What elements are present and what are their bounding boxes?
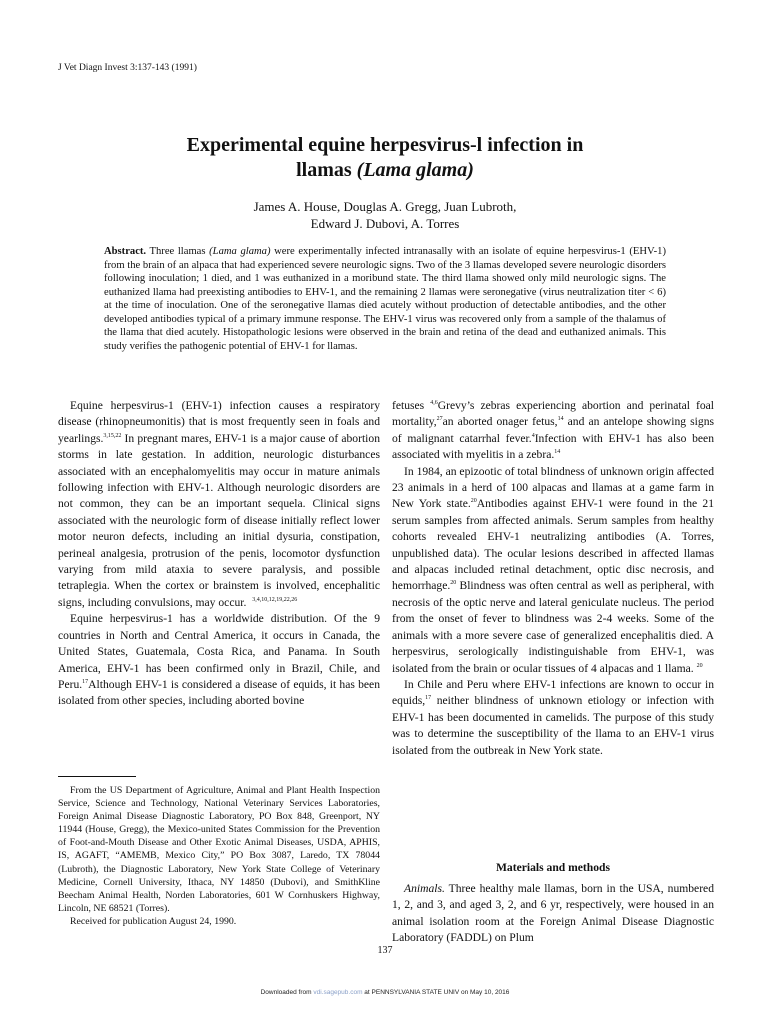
authors-line-1: James A. House, Douglas A. Gregg, Juan Lubroth, [253, 199, 517, 214]
intro-p3-text-e: Infection with EHV-1 has also been associated with myelitis in a zebra. [392, 431, 714, 462]
citation-ref: 20 [696, 662, 703, 669]
intro-p3-text-d: and an antelope showing signs of malignant catarrhal fever. [392, 415, 714, 445]
methods-animals-label: Animals. [404, 882, 445, 895]
methods-animals-text: Three healthy male llamas, born in the USA, numbered 1, 2, and 3, and aged 3, 2, and 6 yr, respectively, were housed in an animal isolation room at the Foreign Animal Disease Diagnostic Laboratory (FADDL) on Plum [392, 882, 714, 945]
intro-p5-text-b: neither blindness of unknown etiology or infection with EHV-1 has been documented in camelids. The purpose of this study was to determine the susceptibility of the llama to an EHV-1 virus isolated from the outbreak in New York state. [392, 694, 714, 757]
citation-ref: 17 [82, 678, 89, 685]
intro-p4-text-b: Antibodies against EHV-1 were found in the 21 serum samples from affected animals. Serum samples from healthy cohorts revealed EHV-1 neutralizing antibodies (A. Torres, unpublished data). The ocular lesions described in affected llamas and alpacas included retinal detachment, optic disc necrosis, and hemorrhage. [392, 497, 715, 593]
abstract-text-2: were experimentally infected intranasally with an isolate of equine herpesvirus-1 (EHV-1) from the brain of an alpaca that had experienced severe neurologic signs. Two of the 3 llamas developed severe neurologic disorders following inoculation; 1 died, and 1 was euthanized in a moribund state. The third llama showed only mild neurologic signs. The euthanized llama had preexisting antibodies to EHV-1, and the remaining 2 llamas were seronegative (virus neutralization titer < 6) at the time of inoculation. One of the seronegative llamas died acutely without production of detectable antibodies, and the other developed antibodies typical of a primary immune response. The EHV-1 virus was recovered only from a sample of the thalamus of the llama that died acutely. Histopathologic lesions were observed in the brain and retina of the dead and euthanized animals. This study verifies the pathogenic potential of EHV-1 for llamas. [104, 246, 666, 352]
intro-p3-text-b: Grevy’s zebras experiencing abortion and perinatal foal mortality, [392, 399, 714, 429]
citation-ref: 20 [450, 580, 457, 587]
citation-ref: 17 [425, 695, 432, 702]
article-title [0, 133, 770, 183]
citation-ref: 14 [557, 416, 564, 423]
footnote-received-date: Received for publication August 24, 1990. [70, 915, 237, 927]
footnote-divider [58, 776, 136, 777]
right-column [392, 398, 714, 759]
page-number: 137 [377, 945, 393, 956]
methods-section [392, 881, 714, 947]
citation-ref: 4 [531, 432, 535, 439]
download-suffix: at PENNSYLVANIA STATE UNIV on May 10, 2016 [362, 989, 510, 996]
title-line-2-text: llamas [296, 159, 357, 181]
intro-paragraph-2 [58, 611, 380, 709]
abstract-label: Abstract. [104, 246, 147, 257]
download-host-link[interactable]: vdi.sagepub.com [313, 989, 363, 996]
affiliation-footnote [58, 784, 380, 928]
intro-paragraph-5 [392, 677, 714, 759]
intro-p4-text-c: Blindness was often central as well as peripheral, with necrosis of the optic nerve and lateral geniculate nucleus. The period from the onset of fever to blindness was 2-4 weeks. Some of the animals with a more severe case of generalized encephalitis died. A herpesvirus, serologically indistinguishable from EHV-1, was isolated from the brain or ocular tissues of 4 alpacas and 1 llama. [392, 579, 714, 675]
title-species-italic: (Lama glama) [356, 159, 474, 181]
intro-paragraph-4 [392, 464, 714, 677]
intro-paragraph-1 [58, 398, 380, 611]
title-line-2 [0, 158, 770, 183]
intro-p4-text-a: In 1984, an epizootic of total blindness of unknown origin affected 23 animals in a herd of 100 alpacas and llamas at a game farm in New York state. [392, 464, 714, 511]
download-prefix: Downloaded from [260, 989, 314, 996]
abstract-species-italic: (Lama glama) [209, 246, 271, 257]
intro-p2-text-b: Although EHV-1 is considered a disease of equids, it has been isolated from other species, including aborted bovine [58, 677, 380, 708]
methods-paragraph-animals [392, 881, 714, 947]
authors-line-2: Edward J. Dubovi, A. Torres [310, 216, 460, 231]
citation-ref: 27 [436, 416, 443, 423]
section-heading-methods: Materials and methods [495, 861, 610, 874]
intro-p1-text-b: In pregnant mares, EHV-1 is a major cause of abortion storms in late gestation. In addition, neurologic disturbances associated with an encephalomyelitis may occur in mature animals following infection with EHV-1. Although neurologic disorders are not common, they can be an important sequela. Clinical signs associated with the neurologic form of disease initially reflect lower motor neuron defects, including an initial dysuria, constipation, perineal analgesia, protrusion of the penis, locomotor dysfunction varying from mild ataxia to severe paralysis, and possible tetraplegia. When the cortex or brainstem is involved, encephalitic signs, including convulsions, may occur. [58, 431, 380, 609]
intro-p3-text-c: an aborted onager fetus, [442, 415, 558, 429]
abstract-text-1: Three llamas [146, 246, 210, 257]
citation-ref: 3,15,22 [103, 432, 122, 439]
journal-reference: J Vet Diagn Invest 3:137-143 (1991) [58, 63, 197, 73]
download-notice [0, 989, 770, 996]
intro-p2-text-a: Equine herpesvirus-1 has a worldwide distribution. Of the 9 countries in North and Central America, it occurs in Canada, the United States, Guatemala, Costa Rica, and Panama. In South America, EHV-1 has been confirmed only in Brazil, Chile, and Peru. [58, 612, 380, 691]
intro-p1-text-a: Equine herpesvirus-1 (EHV-1) infection causes a respiratory disease (rhinopneumonitis) that is most frequently seen in foals and yearlings. [58, 399, 380, 445]
citation-ref: 20 [470, 498, 477, 505]
citation-ref: 4,6 [430, 400, 438, 406]
citation-ref: 14 [554, 449, 561, 456]
intro-p5-text-a: In Chile and Peru where EHV-1 infections are known to occur in equids, [392, 677, 714, 708]
footnote-affiliations: From the US Department of Agriculture, Animal and Plant Health Inspection Service, Science and Technology, National Veterinary Services Laboratories, Foreign Animal Disease Diagnostic Laboratory, PO Box 848, Greenport, NY 11944 (House, Gregg), the Mexico-united States Commission for the Prevention of Foot-and-Mouth Disease and Other Exotic Animal Diseases, USDA, APHIS, IS, AGAFT, “AMEMB, Mexico City,” PO Box 3087, Laredo, TX 78044 (Lubroth), the Diagnostic Laboratory, New York State College of Veterinary Medicine, Cornell University, Ithaca, NY 14850 (Dubovi), and SmithKline Beecham Animal Health, Norden Laboratories, 601 W Cornhuskers Highway, Lincoln, NE 68521 (Torres). [58, 785, 380, 914]
abstract [104, 245, 666, 353]
left-column [58, 398, 380, 710]
citation-ref: 3,4,10,12,19,22,26 [252, 596, 298, 603]
intro-paragraph-3 [392, 398, 714, 464]
title-line-1: Experimental equine herpesvirus-l infection in [186, 134, 584, 156]
intro-p3-text-a: fetuses [392, 399, 431, 412]
author-list [0, 198, 770, 232]
